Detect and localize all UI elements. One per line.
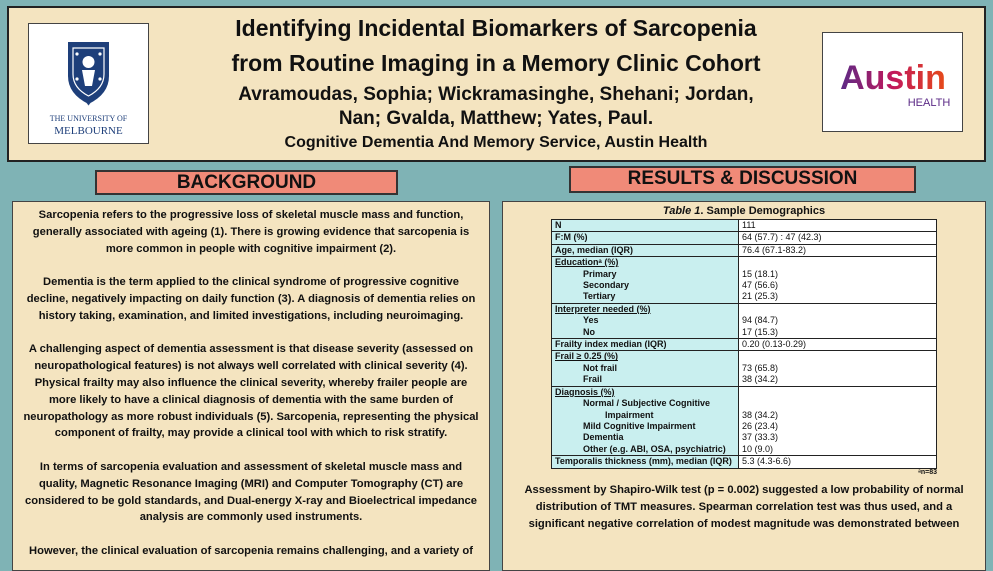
affiliation: Cognitive Dementia And Memory Service, Austin Health [284,134,708,151]
demographics-table [551,219,937,469]
table-caption-number: Table 1 [662,205,701,217]
row-label: Frailty index median (IQR) [552,339,739,351]
row-value: 76.4 (67.1-83.2) [739,244,937,256]
row-sublabel: Normal / Subjective Cognitive [583,398,711,409]
row-value: 15 (18.1) [742,268,779,279]
authors-line-1: Avramoudas, Sophia; Wickramasinghe, Shehani; Jordan, [238,84,754,105]
table-row [552,351,937,386]
row-sublabel: Frail [583,374,603,385]
row-label: N [552,220,739,232]
row-value: 26 (23.4) [742,420,779,431]
row-sublabel: No [583,326,595,337]
row-label: Frail ≥ 0.25 (%) [555,351,618,362]
row-value: 5.3 (4.3-6.6) [739,456,937,468]
results-paragraph: Assessment by Shapiro-Wilk test (p = 0.002) suggested a low probability of normal distribution of TMT measures. Spearman correlation test was thus used, and a significant negative correlation of modest magnitude was demonstrated between [524,483,964,530]
austin-health-logo-icon [823,33,962,131]
logo-right-sub: HEALTH [907,97,951,109]
poster-title-line-2: from Routine Imaging in a Memory Clinic Cohort [231,50,761,76]
row-label: Interpreter needed (%) [555,303,651,314]
row-value: 17 (15.3) [742,326,779,337]
table-row [552,232,937,244]
background-paragraph: Sarcopenia refers to the progressive loss of skeletal muscle mass and function, generally associated with ageing (1). There is growing evidence that sarcopenia is more common in people with cognitive impairment (2). [32,209,470,255]
row-value: 38 (34.2) [742,409,779,420]
table-caption [509,205,979,217]
table-row [552,339,937,351]
row-sublabel: Other (e.g. ABI, OSA, psychiatric) [583,443,726,454]
svg-text:✦: ✦ [85,101,92,108]
row-value: 73 (65.8) [742,362,779,373]
row-sublabel: Not frail [583,362,618,373]
background-paragraph: In terms of sarcopenia evaluation and assessment of skeletal muscle mass and quality, Magnetic Resonance Imaging (MRI) and Computer Tomography (CT) are considered to be gold standards, and Dual-energy X-ray and Bioelectrical impedance analysis are commonly used instruments. [25,460,477,524]
row-sublabel: Yes [583,315,599,326]
row-sublabel: Mild Cognitive Impairment [583,420,696,431]
university-of-melbourne-logo [28,23,149,144]
austin-health-logo [822,32,963,132]
background-paragraph: Dementia is the term applied to the clinical syndrome of progressive cognitive decline, negatively impacting on daily function (3). A diagnosis of dementia relies on history taking, examination, and limited investigations, including neuroimaging. [26,276,476,322]
table-row [552,257,937,304]
table-caption-text: . Sample Demographics [700,205,826,217]
row-value: 94 (84.7) [742,315,779,326]
logo-left-line2: MELBOURNE [54,125,123,137]
background-panel [12,201,490,571]
results-panel [502,201,986,571]
logo-right-word: Austin [840,59,946,97]
row-value: 37 (33.3) [742,432,779,443]
row-sublabel: Primary [583,268,617,279]
row-sublabel: Dementia [583,432,624,443]
background-paragraph: However, the clinical evaluation of sarcopenia remains challenging, and a variety of [29,544,473,557]
row-label: Temporalis thickness (mm), median (IQR) [552,456,739,468]
row-sublabel: Secondary [583,280,630,291]
poster-title-line-1: Identifying Incidental Biomarkers of Sarcopenia [235,15,757,41]
row-value: 10 (9.0) [742,443,774,454]
table-row [552,456,937,468]
row-value: 64 (57.7) : 47 (42.3) [739,232,937,244]
row-value: 47 (56.6) [742,280,779,291]
row-value: 38 (34.2) [742,374,779,385]
university-crest-icon [29,24,148,143]
row-label: F:M (%) [552,232,739,244]
table-footnote: ᵃn=83 [918,468,937,476]
row-label: Educationᵃ (%) [555,257,619,268]
row-value: 111 [739,220,937,232]
row-value: 21 (25.3) [742,291,779,302]
row-label: Age, median (IQR) [552,244,739,256]
logo-left-line1: THE UNIVERSITY OF [49,114,128,123]
background-heading: BACKGROUND [95,170,398,195]
row-label: Diagnosis (%) [555,386,615,397]
table-row [552,220,937,232]
table-row [552,244,937,256]
row-value: 0.20 (0.13-0.29) [739,339,937,351]
authors-line-2: Nan; Gvalda, Matthew; Yates, Paul. [338,108,654,129]
table-row [552,303,937,338]
results-heading: RESULTS & DISCUSSION [569,166,916,193]
table-row [552,386,937,455]
background-paragraph: A challenging aspect of dementia assessment is that disease severity (assessed on neuropathological features) is not always well correlated with clinical severity (4). Physical frailty may also influence the clinical severity, whereby frailer people are more likely to have a clinical diagnosis of dementia with the same burden of neuropathology as more robust individuals (5). Sarcopenia, representing the physical component of frailty, may provide a clinical tool with which to risk stratify. [23,343,479,440]
row-sublabel: Tertiary [583,291,616,302]
row-sublabel: Impairment [605,409,654,420]
